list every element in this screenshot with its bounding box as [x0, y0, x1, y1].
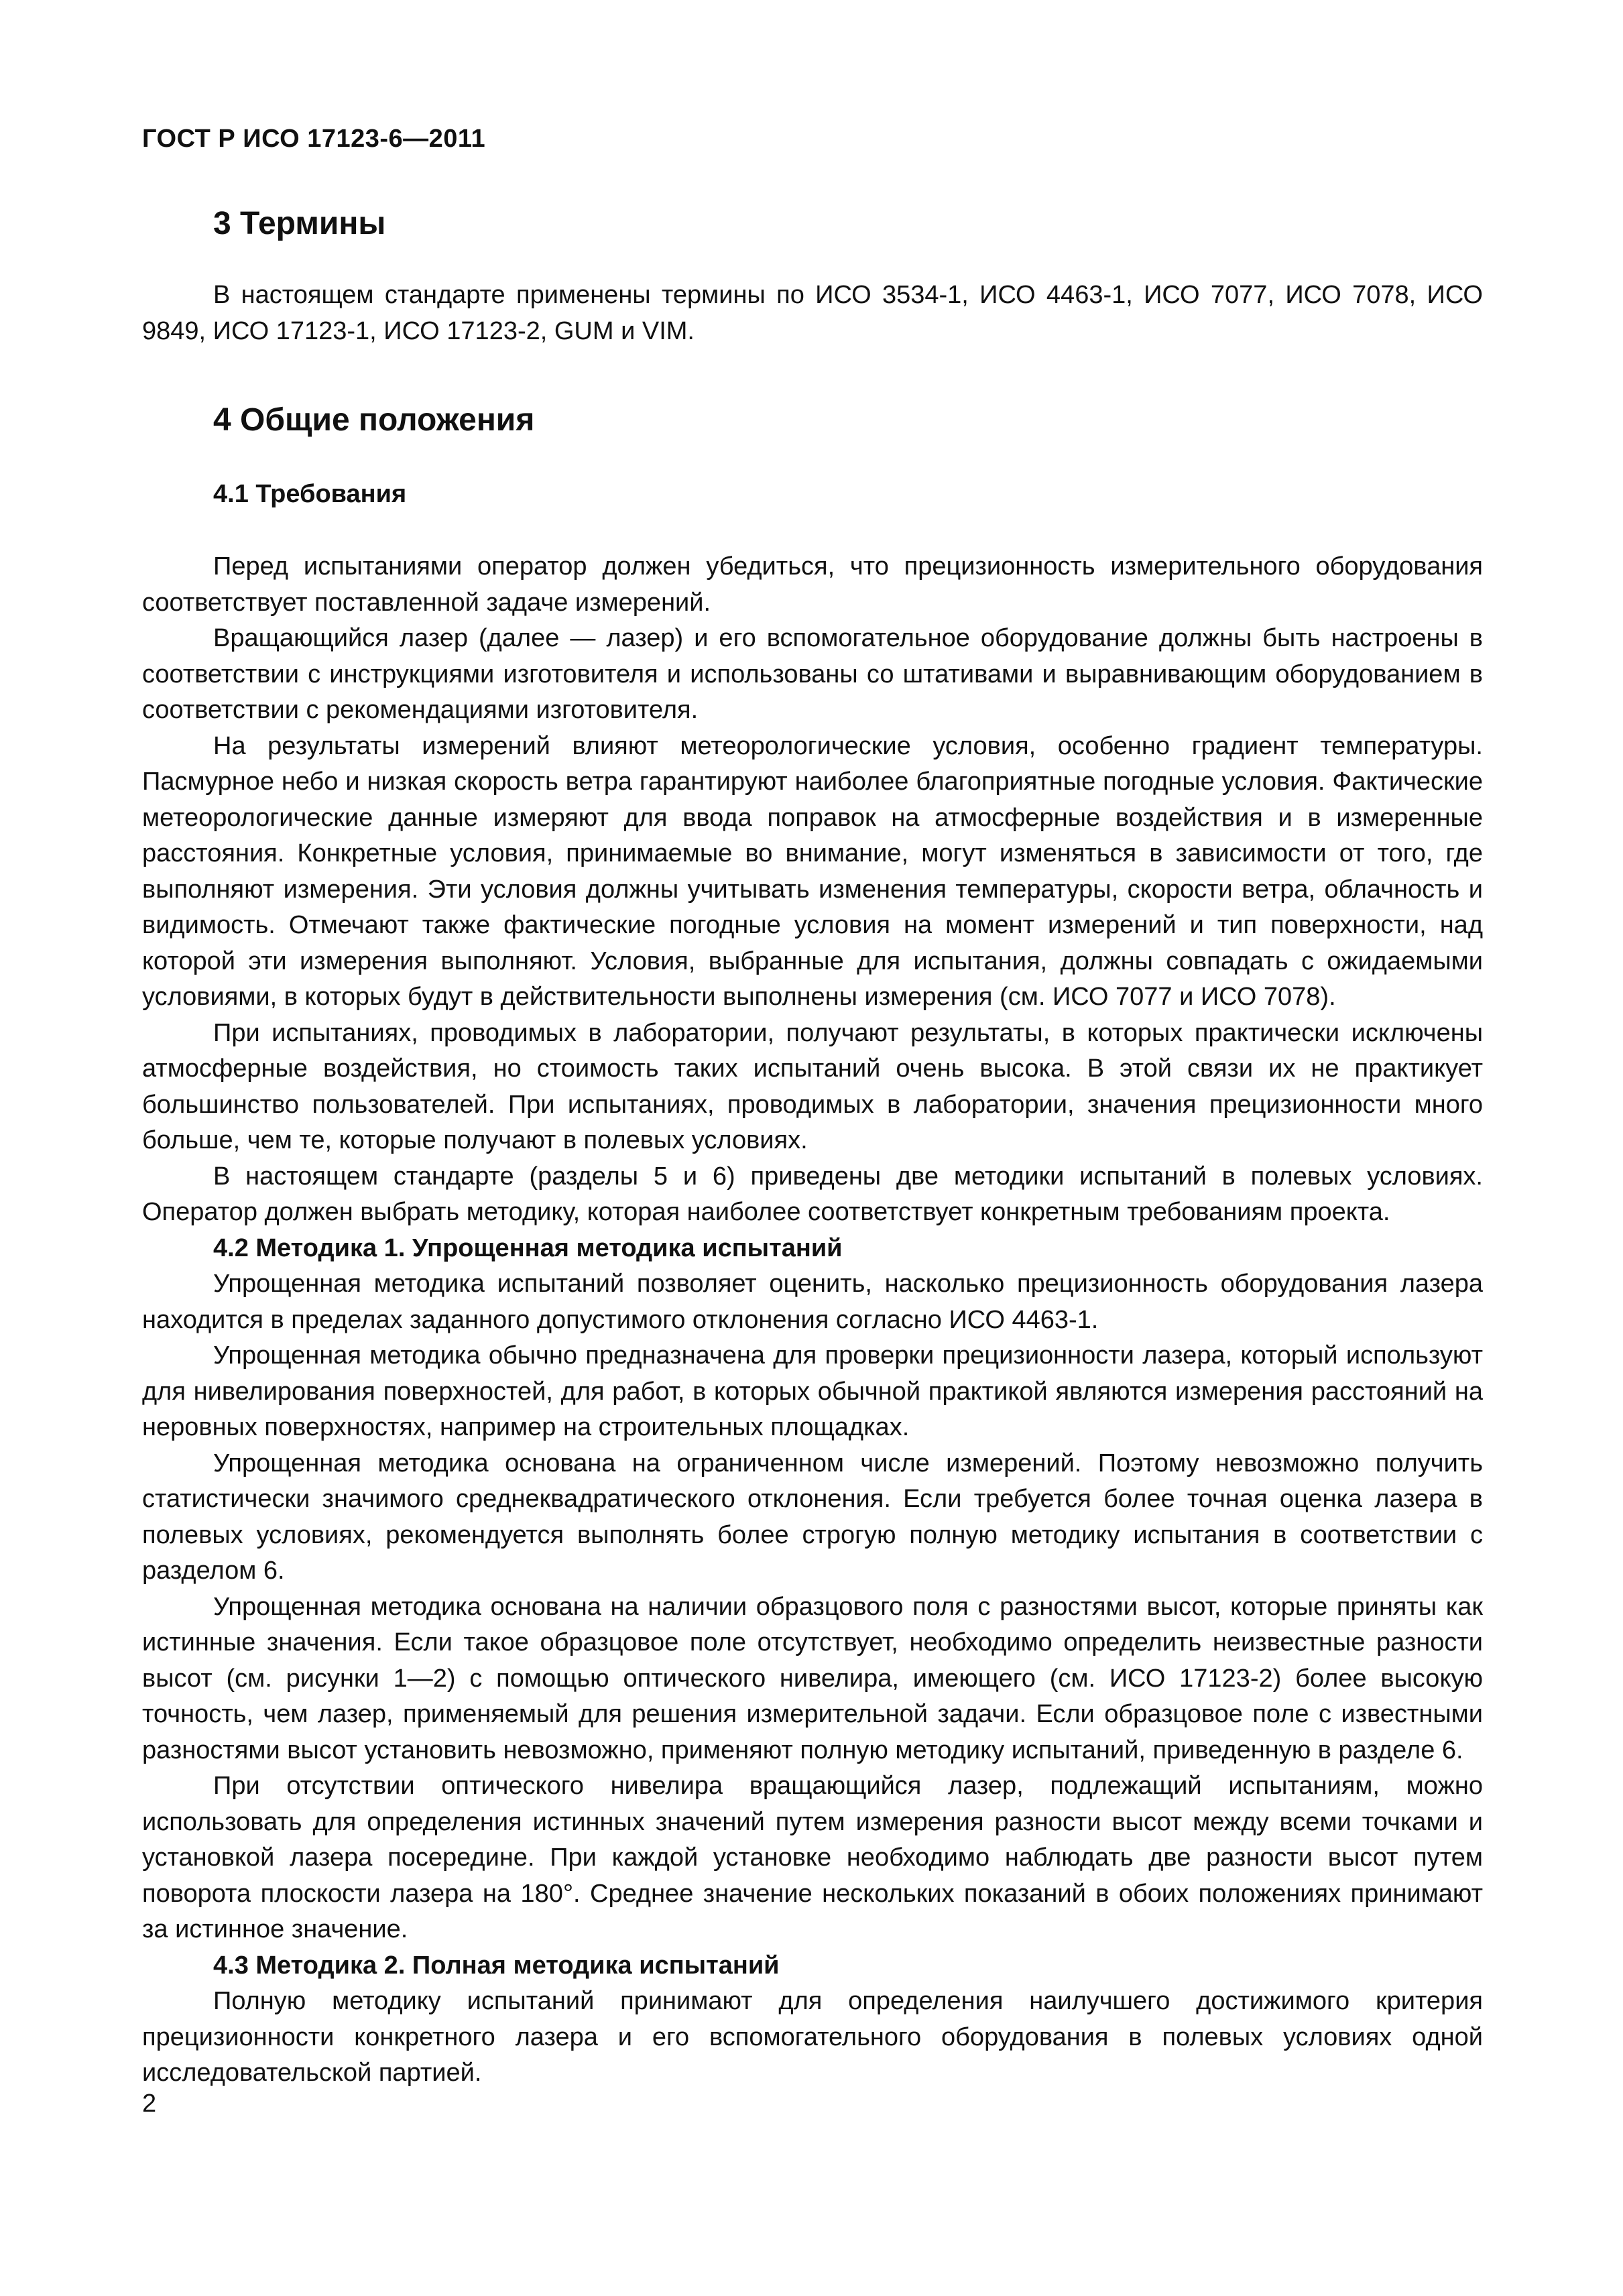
- section-3-title: 3 Термины: [213, 206, 386, 241]
- document-body: [142, 196, 1483, 2092]
- section-3-paragraph: В настоящем стандарте применены термины по ИСО 3534-1, ИСО 4463-1, ИСО 7077, ИСО 7078, ИСО 9849, ИСО 17123-1, ИСО 17123-2, GUM и VIM.: [142, 281, 1483, 345]
- paragraph-4-1-5: В настоящем стандарте (разделы 5 и 6) приведены две методики испытаний в полевых условиях. Оператор должен выбрать методику, которая наиболее соответствует конкретным требованиям проекта.: [142, 1162, 1483, 1226]
- page-number: 2: [142, 2090, 157, 2118]
- section-4-title: 4 Общие положения: [213, 402, 535, 438]
- paragraph-4-1-3: На результаты измерений влияют метеорологические условия, особенно градиент температуры. Пасмурное небо и низкая скорость ветра гарантируют наиболее благоприятные погодные условия. Фактические метеорологические данные измеряют для ввода поправок на атмосферные воздействия и в измеренные расстояния. Конкретные условия, принимаемые во внимание, могут изменяться в зависимости от того, где выполняют измерения. Эти условия должны учитывать изменения температуры, скорости ветра, облачность и видимость. Отмечают также фактические погодные условия на момент измерений и тип поверхности, над которой эти измерения выполняют. Условия, выбранные для испытания, должны совпадать с ожидаемыми условиями, в которых будут в действительности выполнены измерения (см. ИСО 7077 и ИСО 7078).: [142, 731, 1483, 1011]
- paragraph-4-3-1: Полную методику испытаний принимают для определения наилучшего достижимого критерия прецизионности конкретного лазера и его вспомогательного оборудования в полевых условиях одной исследовательской партией.: [142, 1987, 1483, 2087]
- paragraph-4-2-4: Упрощенная методика основана на наличии образцового поля с разностями высот, которые приняты как истинные значения. Если такое образцовое поле отсутствует, необходимо определить неизвестные разности высот (см. рисунки 1—2) с помощью оптического нивелира, имеющего (см. ИСО 17123-2) более высокую точность, чем лазер, применяемый для решения измерительной задачи. Если образцовое поле с известными разностями высот установить невозможно, применяют полную методику испытаний, приведенную в разделе 6.: [142, 1592, 1483, 1764]
- paragraph-4-2-1: Упрощенная методика испытаний позволяет оценить, насколько прецизионность оборудования лазера находится в пределах заданного допустимого отклонения согласно ИСО 4463-1.: [142, 1270, 1483, 1334]
- paragraph-4-1-4: При испытаниях, проводимых в лаборатории, получают результаты, в которых практически исключены атмосферные воздействия, но стоимость таких испытаний очень высока. В этой связи их не практикует большинство пользователей. При испытаниях, проводимых в лаборатории, значения прецизионности много больше, чем те, которые получают в полевых условиях.: [142, 1018, 1483, 1154]
- subsection-4-2-title: 4.2 Методика 1. Упрощенная методика испытаний: [213, 1233, 843, 1262]
- subsection-4-3-title: 4.3 Методика 2. Полная методика испытаний: [213, 1951, 780, 1980]
- paragraph-4-1-1: Перед испытаниями оператор должен убедиться, что прецизионность измерительного оборудования соответствует поставленной задаче измерений.: [142, 552, 1483, 617]
- subsection-4-1-title: 4.1 Требования: [213, 480, 407, 508]
- paragraph-4-2-3: Упрощенная методика основана на ограниченном числе измерений. Поэтому невозможно получить статистически значимого среднеквадратического отклонения. Если требуется более точная оценка лазера в полевых условиях, рекомендуется выполнять более строгую полную методику испытания в соответствии с разделом 6.: [142, 1449, 1483, 1585]
- paragraph-4-2-5: При отсутствии оптического нивелира вращающийся лазер, подлежащий испытаниям, можно использовать для определения истинных значений путем измерения разности высот между всеми точками и установкой лазера посередине. При каждой установке необходимо наблюдать две разности высот путем поворота плоскости лазера на 180°. Среднее значение нескольких показаний в обоих положениях принимают за истинное значение.: [142, 1772, 1483, 1943]
- document-code-header: ГОСТ Р ИСО 17123-6—2011: [142, 125, 486, 153]
- paragraph-4-1-2: Вращающийся лазер (далее — лазер) и его вспомогательное оборудование должны быть настроены в соответствии с инструкциями изготовителя и использованы со штативами и выравнивающим оборудованием в соответствии с рекомендациями изготовителя.: [142, 624, 1483, 724]
- paragraph-4-2-2: Упрощенная методика обычно предназначена для проверки прецизионности лазера, который используют для нивелирования поверхностей, для работ, в которых обычной практикой являются измерения расстояний на неровных поверхностях, например на строительных площадках.: [142, 1341, 1483, 1441]
